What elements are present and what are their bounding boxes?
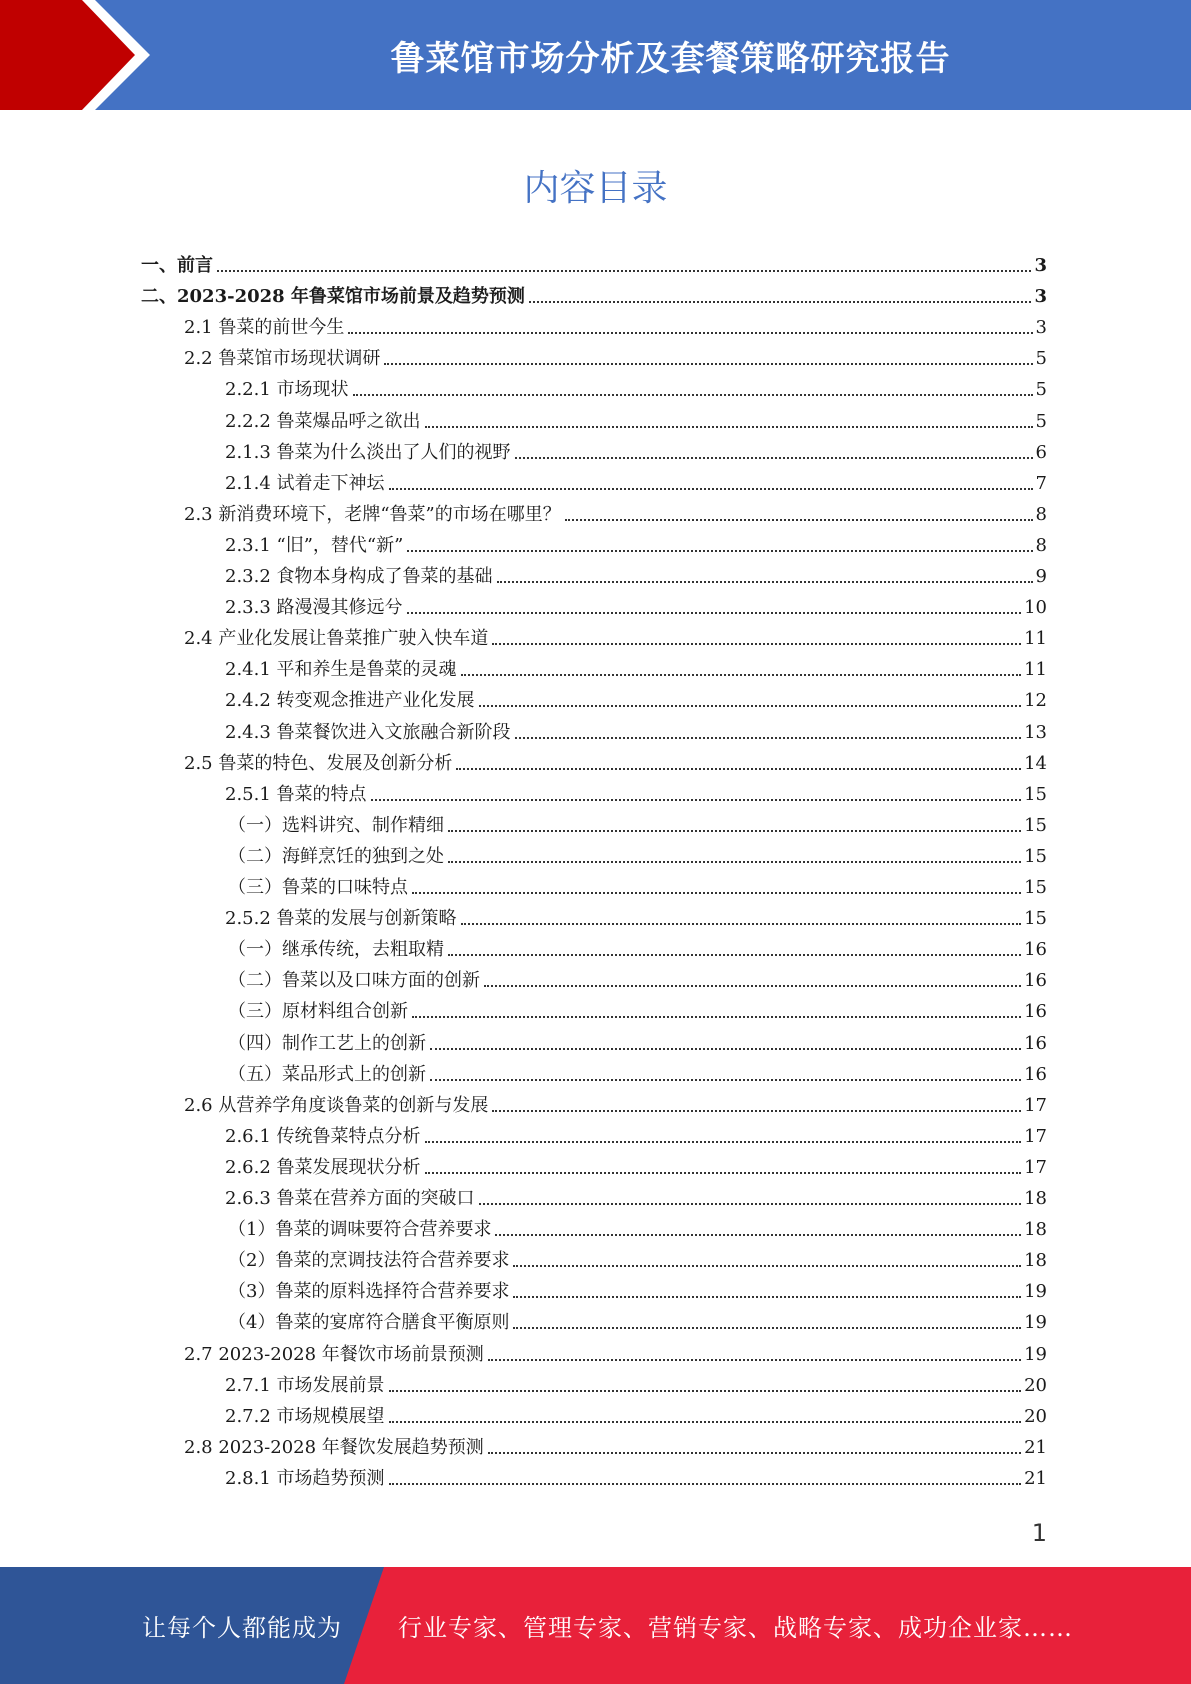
toc-entry-page: 10 [1024, 597, 1047, 619]
toc-dot-leader [217, 270, 1031, 272]
toc-entry-label: 2.1.4 试着走下神坛 [225, 472, 385, 494]
toc-entry-page: 3 [1034, 286, 1047, 308]
toc-entry-label: 2.7.1 市场发展前景 [225, 1374, 385, 1396]
toc-entry-label: （三）原材料组合创新 [228, 1001, 408, 1023]
toc-entry-label: 2.8 2023-2028 年餐饮发展趋势预测 [184, 1436, 484, 1458]
toc-entry-label: （二）鲁菜以及口味方面的创新 [228, 970, 480, 992]
toc-entry[interactable] [184, 626, 1047, 650]
toc-dot-leader [407, 550, 1032, 552]
toc-dot-leader [430, 1079, 1021, 1081]
toc-entry[interactable] [228, 844, 1047, 868]
toc-entry[interactable] [184, 315, 1047, 339]
toc-entry-label: 2.7.2 市场规模展望 [225, 1405, 385, 1427]
toc-dot-leader [515, 457, 1033, 459]
toc-dot-leader [389, 488, 1033, 490]
toc-entry-label: 2.1.3 鲁菜为什么淡出了人们的视野 [225, 441, 511, 463]
footer-slogan-left: 让每个人都能成为 [142, 1614, 342, 1642]
toc-entry[interactable] [228, 1279, 1047, 1303]
toc-entry-page: 9 [1035, 566, 1047, 587]
toc-dot-leader [389, 1483, 1022, 1485]
toc-entry-label: 2.2.2 鲁菜爆品呼之欲出 [225, 410, 421, 432]
toc-dot-leader [384, 363, 1032, 365]
footer-slogan-right: 行业专家、管理专家、营销专家、战略专家、成功企业家…… [398, 1614, 1073, 1642]
toc-entry[interactable] [225, 688, 1047, 712]
toc-entry[interactable] [184, 346, 1047, 370]
toc-entry-page: 6 [1035, 441, 1047, 463]
toc-entry-label: （1）鲁菜的调味要符合营养要求 [228, 1219, 492, 1241]
toc-entry-label: 2.3 新消费环境下，老牌“鲁菜”的市场在哪里？ [184, 503, 561, 525]
toc-entry-label: 2.3.3 路漫漫其修远兮 [225, 597, 403, 619]
toc-entry-page: 13 [1024, 721, 1047, 743]
toc-dot-leader [488, 1452, 1021, 1454]
toc-entry-label: 2.3.2 食物本身构成了鲁菜的基础 [225, 566, 493, 587]
toc-dot-leader [425, 426, 1033, 428]
toc-entry[interactable] [225, 471, 1047, 495]
toc-entry-page: 18 [1024, 1188, 1047, 1209]
toc-entry-label: 2.6.1 传统鲁菜特点分析 [225, 1125, 421, 1147]
report-title: 鲁菜馆市场分析及套餐策略研究报告 [390, 38, 951, 79]
toc-entry[interactable] [225, 1373, 1047, 1397]
toc-entry-page: 17 [1024, 1156, 1047, 1178]
toc-entry-page: 19 [1024, 1312, 1047, 1334]
toc-entry[interactable] [225, 782, 1047, 806]
toc-entry-label: 一、前言 [141, 255, 213, 276]
toc-entry-page: 5 [1035, 348, 1047, 370]
toc-dot-leader [353, 394, 1033, 396]
toc-entry-page: 18 [1024, 1250, 1047, 1272]
toc-entry[interactable] [225, 657, 1047, 681]
toc-entry[interactable] [228, 1248, 1047, 1272]
toc-entry-page: 16 [1024, 1001, 1047, 1023]
toc-entry[interactable] [225, 377, 1047, 401]
toc-dot-leader [492, 643, 1021, 645]
toc-entry[interactable] [225, 1466, 1047, 1490]
toc-dot-leader [412, 1016, 1021, 1018]
toc-entry[interactable] [141, 253, 1047, 277]
toc-entry-page: 20 [1024, 1405, 1047, 1427]
toc-entry-page: 15 [1024, 814, 1047, 836]
toc-entry[interactable] [141, 284, 1047, 308]
toc-entry-page: 11 [1024, 628, 1047, 650]
toc-entry-page: 8 [1035, 503, 1047, 525]
toc-entry-label: 2.6.3 鲁菜在营养方面的突破口 [225, 1188, 475, 1209]
toc-entry-label: （2）鲁菜的烹调技法符合营养要求 [228, 1250, 510, 1272]
toc-entry-page: 21 [1024, 1467, 1047, 1489]
toc-entry-page: 17 [1024, 1094, 1047, 1116]
toc-dot-leader [412, 892, 1021, 894]
toc-dot-leader [389, 1421, 1022, 1423]
toc-dot-leader [461, 674, 1022, 676]
toc-entry[interactable] [225, 440, 1047, 464]
toc-entry[interactable] [225, 409, 1047, 433]
page-number: 1 [1031, 1519, 1047, 1547]
toc-entry[interactable] [228, 875, 1047, 899]
toc-entry-label: （一）选料讲究、制作精细 [228, 814, 444, 836]
toc-dot-leader [484, 985, 1021, 987]
toc-entry-page: 5 [1035, 379, 1047, 401]
toc-entry[interactable] [228, 813, 1047, 837]
toc-entry[interactable] [225, 1155, 1047, 1179]
toc-entry[interactable] [184, 751, 1047, 775]
toc-entry-label: 二、2023-2028 年鲁菜馆市场前景及趋势预测 [141, 286, 525, 308]
toc-dot-leader [513, 1327, 1021, 1329]
toc-entry-label: 2.4.2 转变观念推进产业化发展 [225, 690, 475, 712]
toc-dot-leader [425, 1141, 1022, 1143]
toc-dot-leader [407, 612, 1022, 614]
toc-entry[interactable] [225, 595, 1047, 619]
toc-entry-page: 19 [1024, 1281, 1047, 1303]
toc-heading: 内容目录 [523, 168, 668, 209]
toc-entry-label: （三）鲁菜的口味特点 [228, 877, 408, 898]
toc-entry-label: （五）菜品形式上的创新 [228, 1063, 426, 1085]
toc-entry-label: 2.3.1 “旧”，替代“新” [225, 534, 404, 556]
toc-dot-leader [515, 737, 1022, 739]
toc-entry-page: 8 [1035, 534, 1047, 556]
toc-dot-leader [425, 1172, 1022, 1174]
toc-entry-page: 15 [1024, 908, 1047, 930]
toc-dot-leader [488, 1359, 1021, 1361]
toc-dot-leader [492, 1110, 1021, 1112]
toc-entry-label: （4）鲁菜的宴席符合膳食平衡原则 [228, 1312, 510, 1334]
toc-entry[interactable] [228, 1217, 1047, 1241]
toc-entry[interactable] [225, 1124, 1047, 1148]
toc-entry-label: 2.5 鲁菜的特色、发展及创新分析 [184, 752, 453, 774]
toc-entry-label: 2.4.1 平和养生是鲁菜的灵魂 [225, 659, 457, 681]
toc-entry[interactable] [225, 906, 1047, 930]
toc-entry[interactable] [225, 564, 1047, 588]
toc-entry-label: 2.2.1 市场现状 [225, 379, 349, 401]
toc-entry-page: 12 [1024, 690, 1047, 712]
toc-dot-leader [448, 954, 1021, 956]
toc-dot-leader [513, 1296, 1021, 1298]
header-arrow-decoration [0, 0, 160, 110]
toc-entry-page: 21 [1024, 1436, 1047, 1458]
toc-entry-label: 2.6 从营养学角度谈鲁菜的创新与发展 [184, 1094, 489, 1116]
toc-entry[interactable] [184, 1342, 1047, 1366]
toc-entry-page: 11 [1024, 659, 1047, 681]
toc-entry[interactable] [184, 502, 1047, 526]
toc-dot-leader [565, 519, 1033, 521]
toc-dot-leader [448, 861, 1021, 863]
toc-entry-label: （3）鲁菜的原料选择符合营养要求 [228, 1281, 510, 1303]
toc-entry-page: 19 [1024, 1343, 1047, 1365]
toc-entry-page: 16 [1024, 939, 1047, 961]
toc-entry-label: 2.5.2 鲁菜的发展与创新策略 [225, 908, 457, 930]
toc-entry-label: 2.4.3 鲁菜餐饮进入文旅融合新阶段 [225, 721, 511, 743]
toc-dot-leader [448, 830, 1021, 832]
toc-entry[interactable] [228, 1031, 1047, 1055]
toc-entry-label: 2.5.1 鲁菜的特点 [225, 783, 367, 805]
toc-entry-page: 5 [1035, 410, 1047, 432]
toc-entry[interactable] [225, 533, 1047, 557]
toc-entry-label: （二）海鲜烹饪的独到之处 [228, 845, 444, 867]
toc-dot-leader [529, 301, 1032, 303]
toc-entry[interactable] [225, 720, 1047, 744]
toc-dot-leader [389, 1390, 1022, 1392]
toc-entry[interactable] [228, 999, 1047, 1023]
toc-entry-page: 3 [1035, 317, 1047, 339]
toc-entry-label: （四）制作工艺上的创新 [228, 1032, 426, 1054]
toc-entry[interactable] [228, 937, 1047, 961]
toc-dot-leader [371, 799, 1022, 801]
toc-entry-page: 20 [1024, 1374, 1047, 1396]
toc-entry-label: 2.2 鲁菜馆市场现状调研 [184, 348, 381, 370]
toc-entry-page: 15 [1024, 877, 1047, 898]
toc-entry[interactable] [184, 1435, 1047, 1459]
toc-entry-page: 16 [1024, 1063, 1047, 1085]
toc-dot-leader [495, 1234, 1021, 1236]
toc-entry-page: 3 [1034, 255, 1047, 276]
toc-entry-label: 2.7 2023-2028 年餐饮市场前景预测 [184, 1343, 484, 1365]
toc-dot-leader [513, 1265, 1021, 1267]
toc-entry[interactable] [228, 968, 1047, 992]
toc-dot-leader [479, 705, 1022, 707]
footer-band [0, 1567, 1191, 1684]
toc-dot-leader [456, 768, 1021, 770]
toc-entry[interactable] [228, 1062, 1047, 1086]
toc-entry-label: 2.4 产业化发展让鲁菜推广驶入快车道 [184, 628, 489, 650]
toc-entry[interactable] [225, 1404, 1047, 1428]
toc-entry[interactable] [225, 1186, 1047, 1210]
toc-entry-label: 2.8.1 市场趋势预测 [225, 1467, 385, 1489]
toc-entry-label: 2.1 鲁菜的前世今生 [184, 317, 345, 339]
toc-entry-page: 15 [1024, 783, 1047, 805]
toc-entry-page: 17 [1024, 1125, 1047, 1147]
toc-dot-leader [479, 1203, 1022, 1205]
toc-dot-leader [461, 923, 1022, 925]
toc-entry-label: 2.6.2 鲁菜发展现状分析 [225, 1156, 421, 1178]
toc-dot-leader [430, 1048, 1021, 1050]
toc-dot-leader [348, 332, 1032, 334]
toc-entry-label: （一）继承传统，去粗取精 [228, 939, 444, 961]
toc-entry[interactable] [184, 1093, 1047, 1117]
toc-entry-page: 16 [1024, 970, 1047, 992]
header-band [0, 0, 1191, 110]
toc-entry-page: 14 [1024, 752, 1047, 774]
toc-entry-page: 16 [1024, 1032, 1047, 1054]
toc-entry-page: 15 [1024, 845, 1047, 867]
toc-entry-page: 18 [1024, 1219, 1047, 1241]
toc-entry[interactable] [228, 1310, 1047, 1334]
toc-entry-page: 7 [1035, 472, 1047, 494]
toc-dot-leader [497, 581, 1033, 583]
